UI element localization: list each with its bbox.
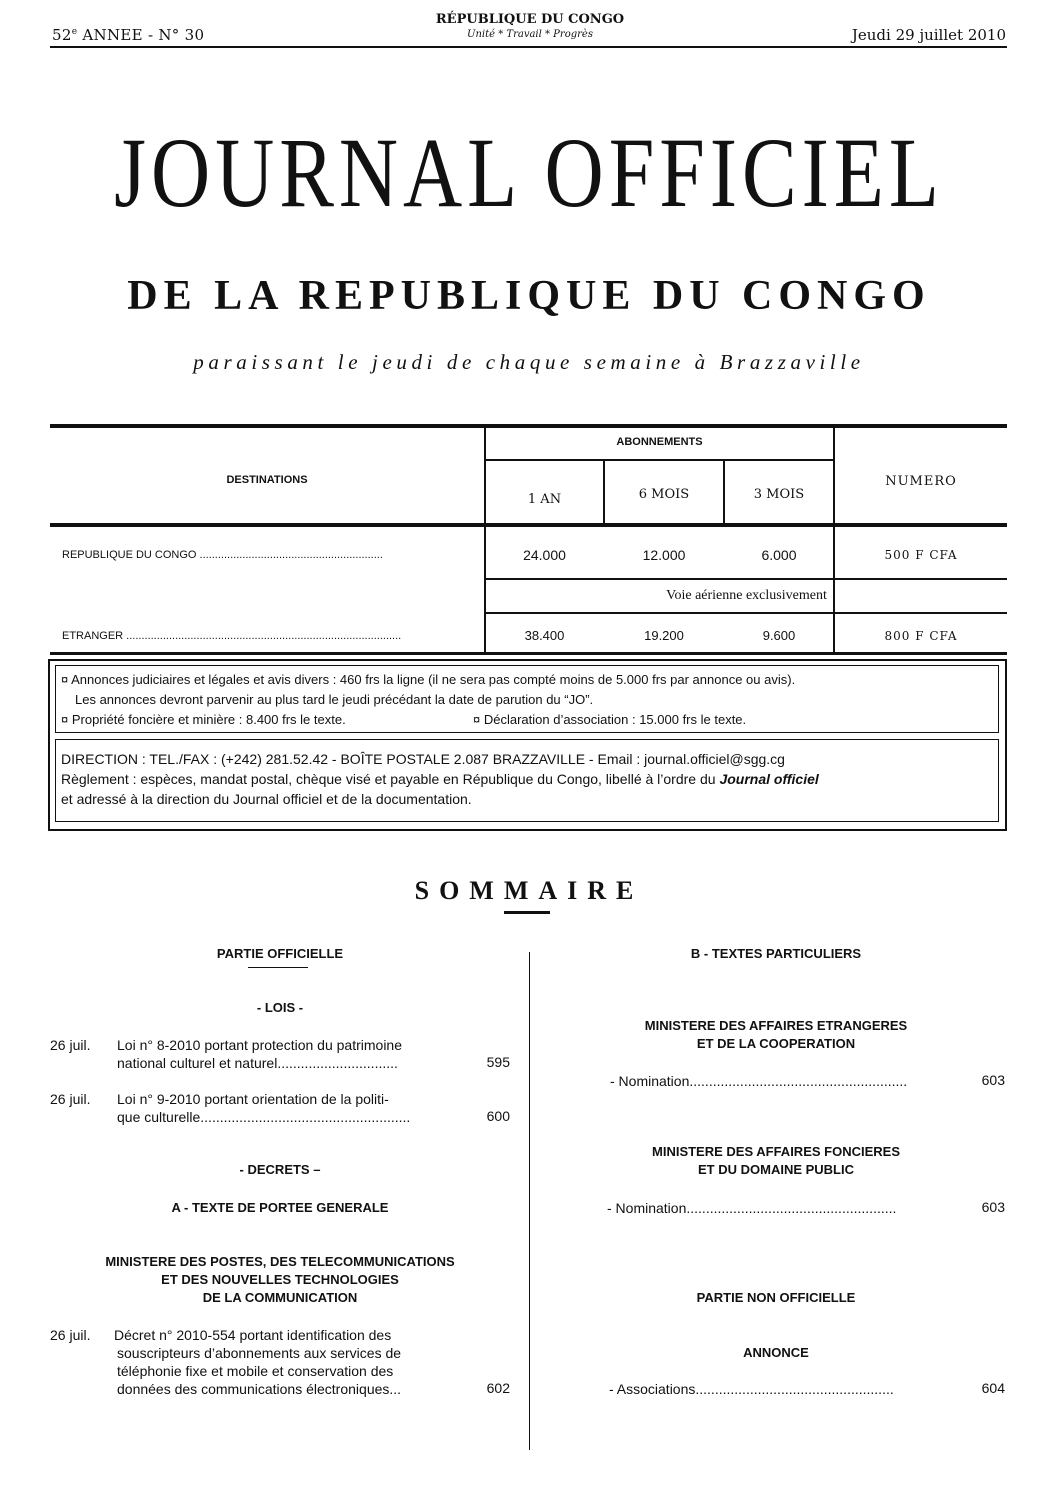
table-header-rule — [50, 523, 1007, 527]
col-abonnements: ABONNEMENTS — [616, 436, 703, 448]
col-1an: 1 AN — [527, 492, 562, 507]
lois-heading: - LOIS - — [256, 1000, 304, 1015]
journal-officiel-emph: Journal officiel — [719, 771, 819, 787]
direction-line-3: et adressé à la direction du Journal officiel et de la documentation. — [61, 791, 472, 807]
nomination-1-page[interactable]: 603 — [981, 1072, 1005, 1088]
row-congo-label: REPUBLIQUE DU CONGO ............................................................ — [62, 549, 383, 561]
masthead-subtitle: DE LA REPUBLIQUE DU CONGO — [127, 273, 931, 319]
table-divider — [484, 459, 835, 461]
masthead-tagline: paraissant le jeudi de chaque semaine à Brazzaville — [193, 350, 865, 374]
texte-portee-generale-heading: A - TEXTE DE PORTEE GENERALE — [171, 1200, 389, 1215]
partie-officielle-heading: PARTIE OFFICIELLE — [216, 946, 344, 961]
textes-particuliers-heading: B - TEXTES PARTICULIERS — [690, 946, 862, 961]
voie-aerienne: Voie aérienne exclusivement — [666, 588, 827, 603]
decrets-heading: - DECRETS – — [239, 1162, 321, 1177]
issue-date: Jeudi 29 juillet 2010 — [851, 26, 1006, 44]
ministere-postes-line-3: DE LA COMMUNICATION — [202, 1290, 358, 1305]
direction-line-1: DIRECTION : TEL./FAX : (+242) 281.52.42 - BOÎTE POSTALE 2.087 BRAZZAVILLE - Email : journal.officiel@sgg.cg — [61, 751, 785, 767]
annonce-heading: ANNONCE — [743, 1345, 809, 1360]
nomination-2-page[interactable]: 603 — [981, 1199, 1005, 1215]
direction-line-2: Règlement : espèces, mandat postal, chèque visé et payable en République du Congo, libellé à l’ordre du Journal officiel — [61, 771, 819, 787]
annonces-line-3b: ¤ Déclaration d’association : 15.000 frs le texte. — [473, 712, 747, 727]
issue-number: 52e ANNEE - N° 30 — [52, 26, 205, 44]
loi-2-date: 26 juil. — [50, 1091, 91, 1107]
row-congo-numero: 500 F CFA — [884, 548, 958, 562]
ministere-postes-line-1: MINISTERE DES POSTES, DES TELECOMMUNICATIONS — [105, 1254, 455, 1269]
col-3mois: 3 MOIS — [753, 487, 805, 502]
decret-line-1: Décret n° 2010-554 portant identification des — [114, 1327, 392, 1343]
decret-line-4: données des communications électroniques... — [117, 1381, 402, 1397]
annonces-line-1: ¤ Annonces judiciaires et légales et avis divers : 460 frs la ligne (il ne sera pas compté moins de 5.000 frs par annonce ou avis). — [61, 672, 796, 687]
row-etranger-6mois: 19.200 — [644, 628, 684, 643]
masthead-title: JOURNAL OFFICIEL — [114, 117, 944, 228]
decret-date: 26 juil. — [50, 1327, 91, 1343]
row-etranger-3mois: 9.600 — [762, 628, 796, 643]
table-bottom-rule — [50, 652, 1007, 655]
ministere-etrangeres-line-2: ET DE LA COOPERATION — [696, 1036, 856, 1051]
col-6mois: 6 MOIS — [638, 487, 690, 502]
decret-page[interactable]: 602 — [486, 1380, 510, 1396]
col-destinations: DESTINATIONS — [226, 474, 308, 486]
ministere-postes-line-2: ET DES NOUVELLES TECHNOLOGIES — [161, 1272, 399, 1287]
partie-non-officielle-heading: PARTIE NON OFFICIELLE — [696, 1290, 856, 1305]
loi-1-line-1: Loi n° 8-2010 portant protection du patrimoine — [117, 1037, 403, 1053]
nomination-2: - Nomination...................................................... — [607, 1200, 897, 1216]
table-divider — [484, 612, 1007, 614]
table-divider — [484, 578, 1007, 580]
row-etranger-numero: 800 F CFA — [884, 629, 958, 643]
sommaire-bar — [504, 911, 550, 914]
annonces-line-3a: ¤ Propriété foncière et minière : 8.400 frs le texte. — [61, 712, 346, 727]
motto: Unité * Travail * Progrès — [467, 29, 593, 40]
header-center — [380, 12, 680, 40]
row-congo-3mois: 6.000 — [761, 547, 797, 563]
column-divider — [529, 952, 530, 1450]
row-congo-6mois: 12.000 — [642, 547, 686, 563]
heading-underline — [248, 967, 308, 968]
loi-1-date: 26 juil. — [50, 1037, 91, 1053]
loi-2-line-1: Loi n° 9-2010 portant orientation de la politi- — [117, 1091, 389, 1107]
nomination-1: - Nomination........................................................ — [610, 1073, 908, 1089]
col-numero: NUMERO — [885, 474, 957, 489]
republic-name: RÉPUBLIQUE DU CONGO — [435, 12, 625, 27]
header-rule — [50, 46, 1007, 48]
associations: - Associations................................................... — [609, 1381, 894, 1397]
table-top-rule — [50, 424, 1007, 428]
row-etranger-label: ETRANGER .......................................................................................... — [62, 630, 402, 642]
loi-1-page[interactable]: 595 — [486, 1054, 510, 1070]
sommaire-title: SOMMAIRE — [414, 876, 644, 905]
loi-2-page[interactable]: 600 — [486, 1108, 510, 1124]
row-congo-1an: 24.000 — [523, 547, 566, 563]
loi-2-line-2: que culturelle...................................................... — [117, 1109, 411, 1125]
row-etranger-1an: 38.400 — [524, 628, 565, 643]
decret-line-3: téléphonie fixe et mobile et conservation des — [117, 1363, 394, 1379]
associations-page[interactable]: 604 — [981, 1380, 1005, 1396]
ministere-etrangeres-line-1: MINISTERE DES AFFAIRES ETRANGERES — [644, 1018, 908, 1033]
ministere-foncieres-line-2: ET DU DOMAINE PUBLIC — [698, 1162, 854, 1177]
loi-1-line-2: national culturel et naturel............................... — [117, 1055, 398, 1071]
decret-line-2: souscripteurs d’abonnements aux services de — [117, 1345, 402, 1361]
annonces-line-2: Les annonces devront parvenir au plus tard le jeudi précédant la date de parution du “JO”. — [75, 692, 594, 707]
ministere-foncieres-line-1: MINISTERE DES AFFAIRES FONCIERES — [652, 1144, 900, 1159]
